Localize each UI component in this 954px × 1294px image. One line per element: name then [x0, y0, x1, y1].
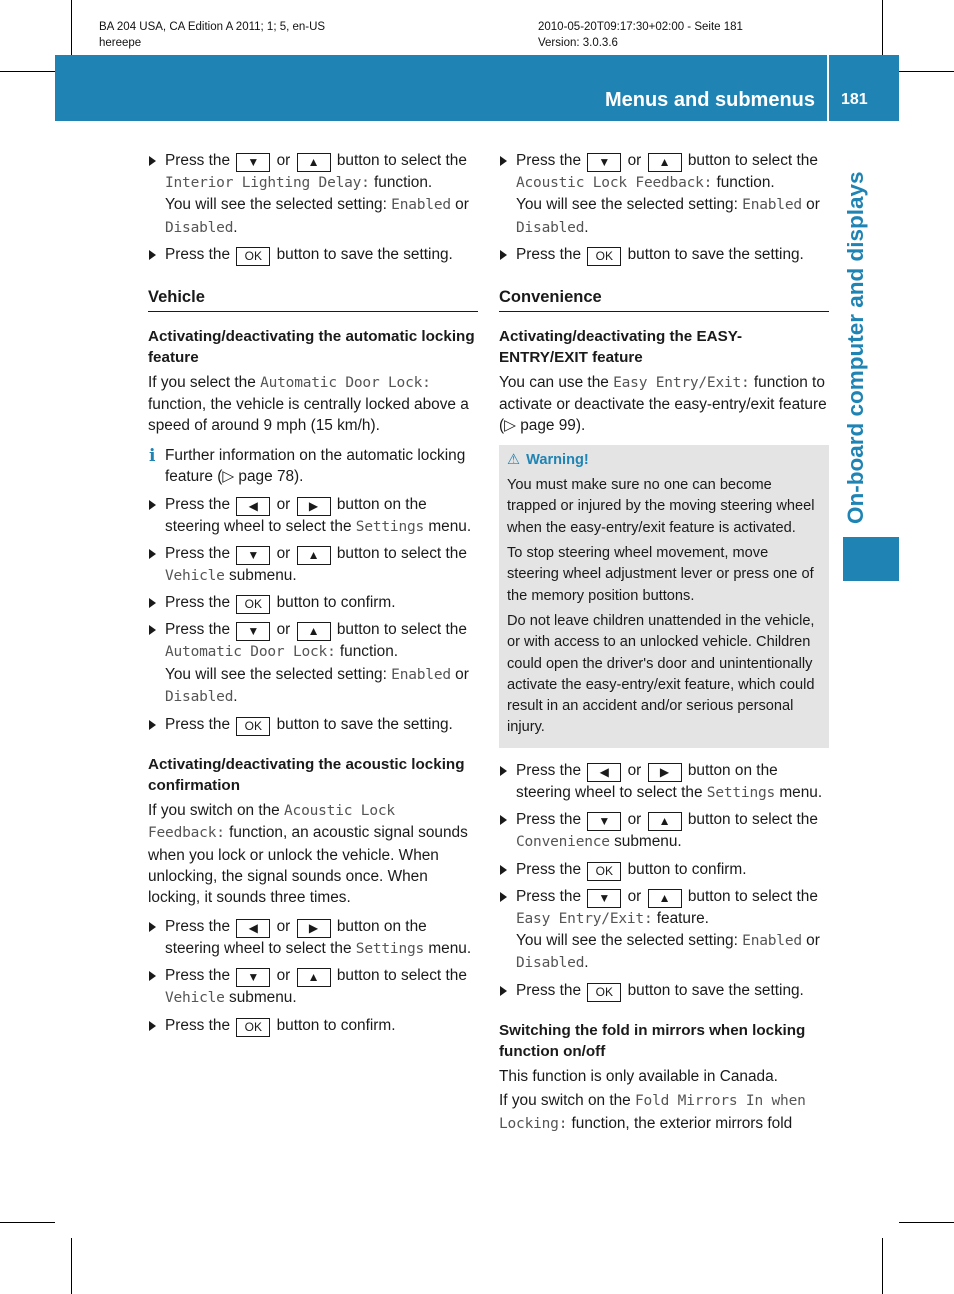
up-key-icon: ▲ — [648, 889, 682, 908]
instruction-step: Press the ▼ or ▲ button to select the Easy Entry/Exit: feature. You will see the selected setting: Enabled or Disabled. — [499, 886, 829, 975]
up-key-icon: ▲ — [648, 812, 682, 831]
down-key-icon: ▼ — [236, 546, 270, 565]
crop-mark — [899, 1222, 954, 1223]
right-key-icon: ▶ — [648, 763, 682, 782]
instruction-step: Press the ▼ or ▲ button to select the Acoustic Lock Feedback: function. You will see the selected setting: Enabled or Disabled. — [499, 150, 829, 239]
paragraph: If you select the Automatic Door Lock: function, the vehicle is centrally locked above a speed of around 9 mph (15 km/h). — [148, 373, 469, 435]
instruction-step: Press the OK button to save the setting. — [499, 244, 829, 266]
crop-mark — [71, 0, 72, 56]
crop-mark — [882, 0, 883, 56]
print-meta-left — [99, 19, 325, 51]
instruction-step: Press the OK button to save the setting. — [148, 714, 478, 736]
instruction-step: Press the OK button to confirm. — [148, 592, 478, 614]
warning-heading: ⚠ Warning! — [507, 451, 589, 468]
warning-text: You must make sure no one can become trapped or injured by the moving steering wheel when the easy-entry/exit feature is activated. — [507, 477, 815, 536]
down-key-icon: ▼ — [236, 153, 270, 172]
page-number: 181 — [841, 91, 868, 108]
ok-key-icon: OK — [236, 247, 270, 266]
left-key-icon: ◀ — [236, 497, 270, 516]
up-key-icon: ▲ — [648, 153, 682, 172]
up-key-icon: ▲ — [297, 622, 331, 641]
instruction-step: Press the OK button to confirm. — [148, 1015, 478, 1037]
ok-key-icon: OK — [236, 1018, 270, 1037]
paragraph: This function is only available in Canada. — [499, 1067, 778, 1085]
subsection-heading: Activating/deactivating the EASY-ENTRY/EXIT feature — [499, 327, 743, 366]
instruction-step: Press the OK button to save the setting. — [499, 980, 829, 1002]
info-note: i Further information on the automatic locking feature (▷ page 78). — [149, 445, 466, 486]
down-key-icon: ▼ — [587, 889, 621, 908]
down-key-icon: ▼ — [587, 812, 621, 831]
crop-mark — [899, 71, 954, 72]
ok-key-icon: OK — [236, 595, 270, 614]
meta-user: hereepe — [99, 37, 142, 49]
right-column — [499, 150, 829, 1142]
instruction-step: Press the ▼ or ▲ button to select the Vehicle submenu. — [148, 965, 478, 1009]
left-key-icon: ◀ — [587, 763, 621, 782]
down-key-icon: ▼ — [236, 622, 270, 641]
instruction-step: Press the ◀ or ▶ button on the steering wheel to select the Settings menu. — [148, 494, 478, 538]
right-key-icon: ▶ — [297, 497, 331, 516]
instruction-step: Press the OK button to save the setting. — [148, 244, 478, 266]
subsection-heading: Activating/deactivating the automatic locking feature — [148, 327, 475, 366]
ok-key-icon: OK — [587, 983, 621, 1002]
paragraph: If you switch on the Acoustic Lock Feedback: function, an acoustic signal sounds when you lock or unlock the vehicle. When unlocking, the signal sounds once. When locking, it sounds three times. — [148, 801, 468, 907]
ok-key-icon: OK — [236, 717, 270, 736]
subsection-heading: Switching the fold in mirrors when locking function on/off — [499, 1021, 806, 1060]
right-key-icon: ▶ — [297, 919, 331, 938]
meta-timestamp: 2010-05-20T09:17:30+02:00 - Seite 181 — [538, 21, 743, 33]
instruction-step: Press the ▼ or ▲ button to select the Vehicle submenu. — [148, 543, 478, 587]
warning-triangle-icon: ⚠ — [507, 451, 521, 468]
page-title: Menus and submenus — [604, 89, 815, 111]
crop-mark — [0, 71, 55, 72]
left-column — [148, 150, 478, 1042]
meta-version: Version: 3.0.3.6 — [538, 37, 618, 49]
print-meta-right — [538, 19, 743, 51]
warning-text: Do not leave children unattended in the vehicle, or with access to an unlocked vehicle. Children could open the driver's door and unintentionally activate the easy-entry/exit feature, which could result in an accident and/or serious personal injury. — [507, 612, 815, 736]
chapter-tab-marker — [843, 537, 899, 581]
crop-mark — [882, 1238, 883, 1294]
section-heading: Convenience — [499, 287, 829, 311]
instruction-step: Press the ◀ or ▶ button on the steering wheel to select the Settings menu. — [148, 916, 478, 960]
instruction-step: Press the OK button to confirm. — [499, 859, 829, 881]
crop-mark — [0, 1222, 55, 1223]
warning-box — [499, 445, 829, 748]
info-icon: i — [149, 445, 156, 466]
paragraph: You can use the Easy Entry/Exit: function to activate or deactivate the easy-entry/exit feature (▷ page 99). — [499, 373, 827, 435]
up-key-icon: ▲ — [297, 968, 331, 987]
down-key-icon: ▼ — [236, 968, 270, 987]
instruction-step: Press the ▼ or ▲ button to select the Interior Lighting Delay: function. You will see the selected setting: Enabled or Disabled. — [148, 150, 478, 239]
meta-edition: BA 204 USA, CA Edition A 2011; 1; 5, en-US — [99, 21, 326, 33]
down-key-icon: ▼ — [587, 153, 621, 172]
subsection-heading: Activating/deactivating the acoustic locking confirmation — [148, 755, 465, 794]
up-key-icon: ▲ — [297, 153, 331, 172]
crop-mark — [71, 1238, 72, 1294]
section-heading: Vehicle — [148, 287, 478, 311]
instruction-step: Press the ◀ or ▶ button on the steering wheel to select the Settings menu. — [499, 760, 829, 804]
paragraph: If you switch on the Fold Mirrors In when Locking: function, the exterior mirrors fold — [499, 1092, 806, 1132]
up-key-icon: ▲ — [297, 546, 331, 565]
warning-text: To stop steering wheel movement, move steering wheel adjustment lever or press one of the memory position buttons. — [507, 545, 814, 604]
header-divider — [827, 55, 829, 121]
header-bar — [55, 55, 899, 121]
ok-key-icon: OK — [587, 247, 621, 266]
instruction-step: Press the ▼ or ▲ button to select the Automatic Door Lock: function. You will see the selected setting: Enabled or Disabled. — [148, 619, 478, 708]
ok-key-icon: OK — [587, 862, 621, 881]
instruction-step: Press the ▼ or ▲ button to select the Convenience submenu. — [499, 809, 829, 853]
chapter-tab-label: On-board computer and displays — [843, 171, 868, 524]
left-key-icon: ◀ — [236, 919, 270, 938]
